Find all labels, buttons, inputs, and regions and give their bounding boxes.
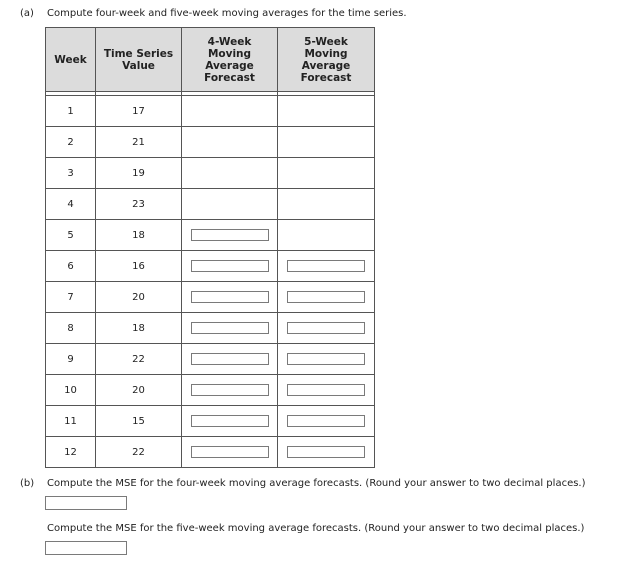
part-b-question-mse-5-week: Compute the MSE for the five-week moving average forecasts. (Round your answer to two decimal places.) — [47, 523, 585, 534]
table-row — [46, 189, 375, 220]
forecast-5-week-input[interactable] — [287, 384, 365, 396]
forecast-5-week-cell — [278, 158, 375, 189]
table-row — [46, 127, 375, 158]
week-cell: 4 — [46, 189, 96, 220]
forecast-4-week-input[interactable] — [191, 415, 269, 427]
forecast-5-week-cell — [278, 96, 375, 127]
header-week: Week — [46, 28, 96, 92]
forecast-5-week-input[interactable] — [287, 291, 365, 303]
mse-4-week-input[interactable] — [45, 496, 127, 510]
time-series-value-cell: 18 — [96, 220, 182, 251]
forecast-4-week-cell — [182, 406, 278, 437]
forecast-4-week-cell — [182, 96, 278, 127]
forecast-5-week-cell — [278, 220, 375, 251]
week-cell: 12 — [46, 437, 96, 468]
table-row — [46, 313, 375, 344]
mse-5-week-input[interactable] — [45, 541, 127, 555]
forecast-4-week-cell — [182, 220, 278, 251]
header-time-series-value: Time Series Value — [96, 28, 182, 92]
forecast-4-week-input[interactable] — [191, 291, 269, 303]
header-4-week-forecast: 4-Week Moving Average Forecast — [182, 28, 278, 92]
time-series-value-cell: 17 — [96, 96, 182, 127]
part-a-instruction: Compute four-week and five-week moving averages for the time series. — [47, 8, 407, 19]
forecast-5-week-input[interactable] — [287, 446, 365, 458]
time-series-value-cell: 20 — [96, 282, 182, 313]
time-series-value-cell: 16 — [96, 251, 182, 282]
table-body — [46, 92, 375, 468]
forecast-4-week-input[interactable] — [191, 384, 269, 396]
table-header-row — [46, 28, 375, 92]
forecast-4-week-cell — [182, 344, 278, 375]
forecast-5-week-cell — [278, 313, 375, 344]
week-cell: 8 — [46, 313, 96, 344]
forecast-4-week-input[interactable] — [191, 322, 269, 334]
week-cell: 5 — [46, 220, 96, 251]
header-5-week-forecast: 5-Week Moving Average Forecast — [278, 28, 375, 92]
part-a-label: (a) — [20, 8, 34, 19]
forecast-5-week-input[interactable] — [287, 353, 365, 365]
forecast-4-week-cell — [182, 189, 278, 220]
forecast-5-week-input[interactable] — [287, 322, 365, 334]
time-series-value-cell: 22 — [96, 437, 182, 468]
time-series-value-cell: 18 — [96, 313, 182, 344]
forecast-4-week-input[interactable] — [191, 229, 269, 241]
time-series-value-cell: 23 — [96, 189, 182, 220]
forecast-4-week-cell — [182, 251, 278, 282]
forecast-5-week-cell — [278, 282, 375, 313]
week-cell: 6 — [46, 251, 96, 282]
forecast-4-week-cell — [182, 127, 278, 158]
table-row — [46, 220, 375, 251]
forecast-4-week-cell — [182, 313, 278, 344]
table-row — [46, 96, 375, 127]
forecast-4-week-input[interactable] — [191, 446, 269, 458]
week-cell: 3 — [46, 158, 96, 189]
table-row — [46, 437, 375, 468]
time-series-value-cell: 22 — [96, 344, 182, 375]
time-series-value-cell: 15 — [96, 406, 182, 437]
forecast-5-week-input[interactable] — [287, 260, 365, 272]
forecast-5-week-cell — [278, 344, 375, 375]
forecast-4-week-cell — [182, 158, 278, 189]
week-cell: 11 — [46, 406, 96, 437]
moving-average-table — [45, 27, 375, 468]
forecast-4-week-input[interactable] — [191, 260, 269, 272]
part-b-label: (b) — [20, 478, 35, 489]
forecast-4-week-cell — [182, 375, 278, 406]
week-cell: 2 — [46, 127, 96, 158]
forecast-5-week-cell — [278, 189, 375, 220]
table-row — [46, 251, 375, 282]
forecast-5-week-cell — [278, 127, 375, 158]
forecast-5-week-cell — [278, 406, 375, 437]
forecast-5-week-cell — [278, 437, 375, 468]
forecast-4-week-cell — [182, 437, 278, 468]
week-cell: 10 — [46, 375, 96, 406]
table-row — [46, 282, 375, 313]
forecast-5-week-input[interactable] — [287, 415, 365, 427]
forecast-4-week-cell — [182, 282, 278, 313]
forecast-5-week-cell — [278, 251, 375, 282]
forecast-4-week-input[interactable] — [191, 353, 269, 365]
table-row — [46, 406, 375, 437]
table-row — [46, 158, 375, 189]
time-series-value-cell: 20 — [96, 375, 182, 406]
week-cell: 9 — [46, 344, 96, 375]
part-b-question-mse-4-week: Compute the MSE for the four-week moving average forecasts. (Round your answer to two decimal places.) — [47, 478, 586, 489]
table-row — [46, 344, 375, 375]
week-cell: 1 — [46, 96, 96, 127]
forecast-5-week-cell — [278, 375, 375, 406]
time-series-value-cell: 21 — [96, 127, 182, 158]
week-cell: 7 — [46, 282, 96, 313]
table-row — [46, 375, 375, 406]
time-series-value-cell: 19 — [96, 158, 182, 189]
